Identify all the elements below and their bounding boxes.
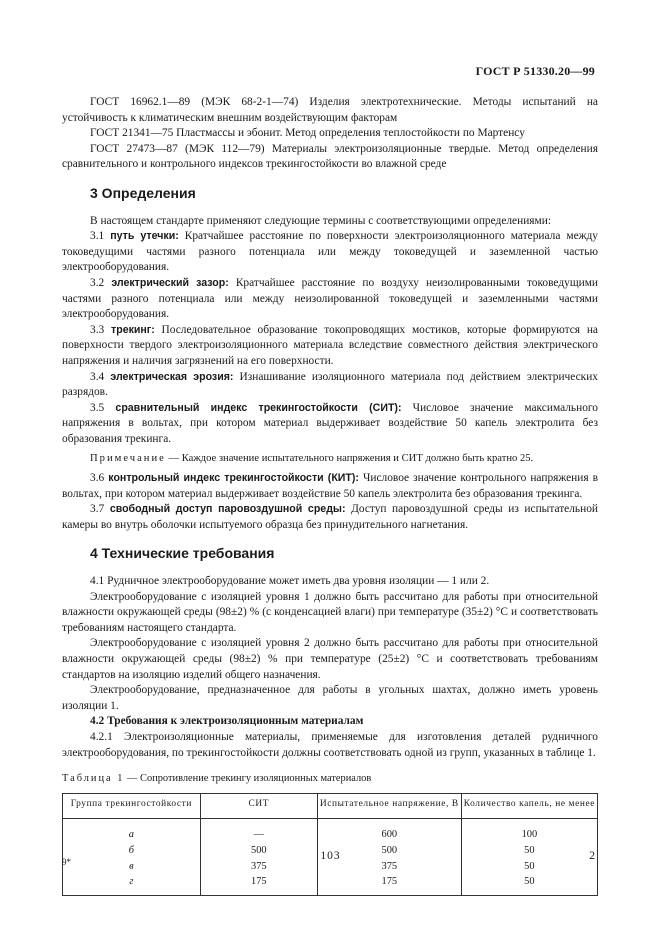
- table-cell: г: [63, 874, 201, 895]
- paragraph: Электрооборудование с изоляцией уровня 2 должно быть рассчитано для работы при относительной влажности окружающей среды (98±2) % при температуре (25±2) °С и соответствовать требованиям стандартов на изоляцию изделий общего назначения.: [62, 637, 598, 681]
- table-cell: 600: [317, 819, 461, 843]
- table-cell: 500: [317, 843, 461, 859]
- column-header: СИТ: [200, 793, 317, 819]
- table-cell: 375: [200, 859, 317, 875]
- term: контрольный индекс трекингостойкости (КИТ):: [108, 472, 359, 485]
- paragraph: Электрооборудование с изоляцией уровня 1 должно быть рассчитано для работы при относительной влажности окружающей среды (98±2) % (с конденсацией влаги) при температуре (35±2) °С и соответствовать требованиям настоящего стандарта.: [62, 590, 598, 634]
- definition-3-6: 3.6 контрольный индекс трекингостойкости (КИТ): Числовое значение контрольного напряжения в вольтах, при котором материал выдерживает воздействие 50 капель электролита без образования трекинга.: [62, 472, 599, 500]
- reference-item: ГОСТ 27473—87 (МЭК 112—79) Материалы электроизоляционные твердые. Метод определения сравнительного и контрольного индексов трекингостойкости во влажной среде: [62, 142, 598, 171]
- definition-3-2: 3.2 электрический зазор: Кратчайшее расстояние по воздуху неизолированными токоведущими частями разного потенциала или между неизолированной токоведущей и заземленными частями электрооборудования.: [62, 276, 598, 321]
- table-cell: 175: [317, 874, 461, 895]
- note: Примечание — Каждое значение испытательного напряжения и СИТ должно быть кратно 25.: [90, 453, 534, 465]
- page-number: 2: [589, 850, 595, 862]
- page-content: [62, 95, 598, 896]
- definitions-intro: В настоящем стандарте применяют следующие термины с соответствующими определениями:: [90, 214, 552, 227]
- reference-item: ГОСТ 21341—75 Пластмассы и эбонит. Метод определения теплостойкости по Мартенсу: [90, 127, 525, 140]
- table-cell: 50: [461, 874, 597, 895]
- column-header: Испытательное напряжение, В: [317, 793, 461, 819]
- term: свободный доступ паровоздушной среды:: [109, 503, 346, 516]
- table-caption: Таблица 1 — Сопротивление трекингу изоляционных материалов: [62, 773, 372, 785]
- table-cell: 375: [317, 859, 461, 875]
- definition-3-1: 3.1 путь утечки: Кратчайшее расстояние по поверхности электроизоляционного материала между токоведущими частями разного потенциала или между токоведущей и заземленной частью электрооборудования.: [62, 230, 598, 274]
- term: электрический зазор:: [111, 276, 229, 289]
- table-cell: 500: [200, 843, 317, 859]
- tracking-resistance-table: [62, 793, 598, 896]
- reference-item: ГОСТ 16962.1—89 (МЭК 68-2-1—74) Изделия электротехнические. Методы испытаний на устойчивость к климатическим внешним воздействующим факторам: [62, 96, 598, 124]
- column-header: Группа трекингостойкости: [63, 793, 201, 819]
- definition-3-3: 3.3 трекинг: Последовательное образование токопроводящих мостиков, которые формируются на поверхности твердого электроизоляционного материала вследствие совместного действия электрического напряжения и наличия загрязнений на его поверхности.: [62, 323, 598, 367]
- print-page-number: 103: [320, 850, 341, 862]
- paragraph: 4.1 Рудничное электрооборудование может иметь два уровня изоляции — 1 или 2.: [90, 575, 490, 588]
- subsection-4-2-heading: 4.2 Требования к электроизоляционным материалам: [90, 715, 364, 728]
- section-3-heading: 3 Определения: [90, 184, 196, 201]
- note-label: Примечание: [90, 453, 166, 465]
- table-row: [63, 874, 598, 895]
- term: путь утечки:: [110, 230, 179, 243]
- table-cell: в: [63, 859, 201, 875]
- table-row: [63, 819, 598, 843]
- term: сравнительный индекс трекингостойкости (СИТ):: [115, 401, 402, 414]
- table-header-row: [63, 793, 598, 819]
- table-cell: 50: [461, 859, 597, 875]
- paragraph: 4.2.1 Электроизоляционные материалы, применяемые для изготовления деталей рудничного электрооборудования, по трекингостойкости должны соответствовать одной из групп, указанных в таблице 1.: [62, 730, 598, 759]
- column-header: Количество капель, не менее: [461, 793, 597, 819]
- section-4-heading: 4 Технические требования: [90, 545, 275, 562]
- sheet-signature: 9*: [62, 857, 71, 867]
- table-cell: 100: [461, 819, 597, 843]
- table-cell: 175: [200, 874, 317, 895]
- table-caption-label: Таблица 1: [62, 773, 125, 785]
- term: трекинг:: [111, 323, 155, 336]
- table-cell: б: [63, 843, 201, 859]
- paragraph: Электрооборудование, предназначенное для работы в угольных шахтах, должно иметь уровень изоляции 1.: [62, 684, 598, 712]
- table-cell: а: [63, 819, 201, 843]
- table-cell: 50: [461, 843, 597, 859]
- standard-code: ГОСТ Р 51330.20—99: [475, 64, 595, 78]
- term: электрическая эрозия:: [110, 370, 234, 383]
- definition-3-4: 3.4 электрическая эрозия: Изнашивание изоляционного материала под действием электрических разрядов.: [62, 370, 598, 399]
- definition-3-7: 3.7 свободный доступ паровоздушной среды: Доступ паровоздушной среды из испытательной камеры во внутрь оболочки испытуемого образца без принудительного нагнетания.: [62, 503, 599, 531]
- definition-3-5: 3.5 сравнительный индекс трекингостойкости (СИТ): Числовое значение максимального напряжения в вольтах, при котором материал выдерживает воздействие 50 капель электролита без образования трекинга.: [62, 401, 598, 445]
- table-cell: —: [200, 819, 317, 843]
